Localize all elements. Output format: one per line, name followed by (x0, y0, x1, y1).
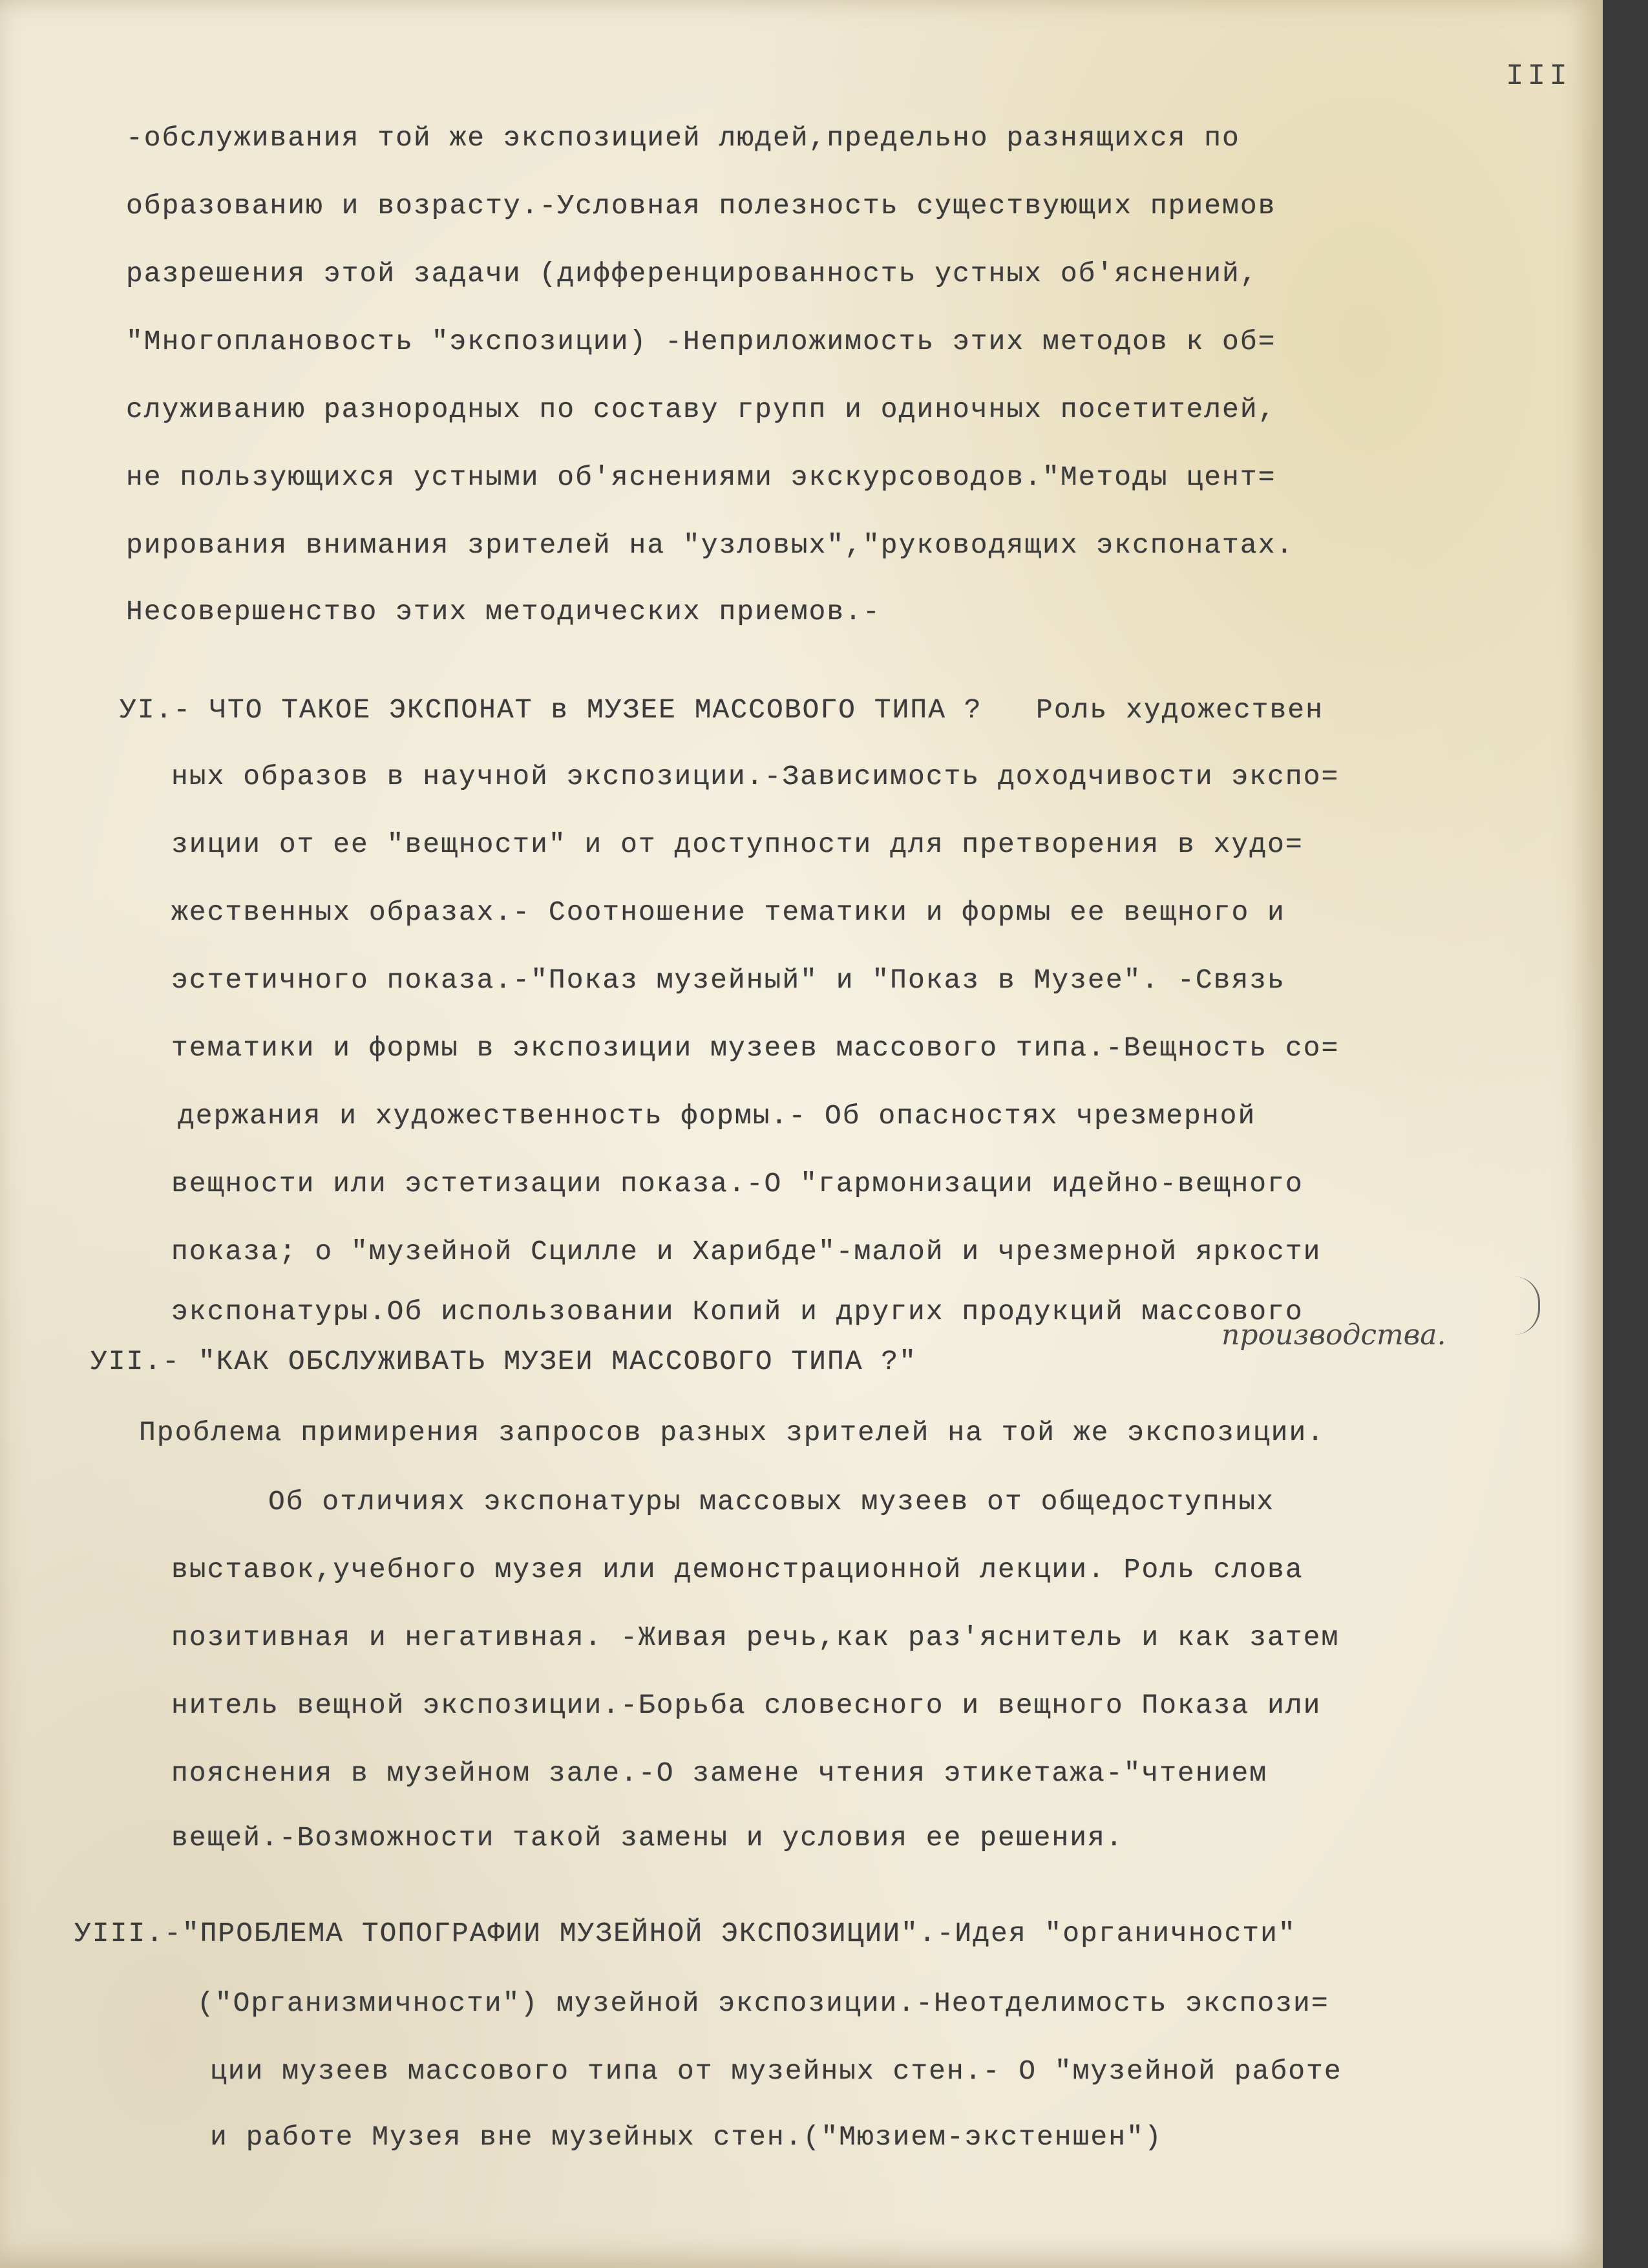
text-line: ных образов в научной экспозиции.-Зависимость доходчивости экспо= (171, 761, 1340, 792)
text-line: ("Организмичности") музейной экспозиции.-Неотделимость экспози= (197, 1987, 1329, 2019)
text-line: -обслуживания той же экспозицией людей,предельно разнящихся по (126, 122, 1240, 154)
section-heading-vii: УII.- "КАК ОБСЛУЖИВАТЬ МУЗЕИ МАССОВОГО ТИПА ?" (90, 1346, 917, 1377)
text-line: разрешения этой задачи (дифференцированность устных об'яснений, (126, 258, 1258, 290)
text-line: Несовершенство этих методических приемов.- (126, 596, 881, 628)
text-line: экспонатуры.Об использовании Копий и других продукций массового (171, 1296, 1304, 1328)
text-line: "Многоплановость "экспозиции) -Неприложимость этих методов к об= (126, 326, 1276, 357)
text-line: Проблема примирения запросов разных зрителей на той же экспозиции. (139, 1417, 1326, 1448)
section-heading-viii: УIII.-"ПРОБЛЕМА ТОПОГРАФИИ МУЗЕЙНОЙ ЭКСПОЗИЦИИ".-Идея "органичности" (74, 1918, 1296, 1949)
text-line: вещей.-Возможности такой замены и условия ее решения. (171, 1822, 1124, 1854)
text-line: рирования внимания зрителей на "узловых","руководящих экспонатах. (126, 529, 1294, 561)
text-line: показа; о "музейной Сцилле и Харибде"-малой и чрезмерной яркости (171, 1236, 1322, 1267)
text-line: тематики и формы в экспозиции музеев массового типа.-Вещность со= (171, 1032, 1340, 1064)
text-line: эстетичного показа.-"Показ музейный" и "Показ в Музее". -Связь (171, 964, 1285, 996)
text-line: нитель вещной экспозиции.-Борьба словесного и вещного Показа или (171, 1690, 1322, 1721)
text-line: ции музеев массового типа от музейных стен.- О "музейной работе (210, 2055, 1342, 2087)
text-line: пояснения в музейном зале.-О замене чтения этикетажа-"чтением (171, 1757, 1268, 1789)
text-line: жественных образах.- Соотношение тематики и формы ее вещного и (171, 896, 1285, 928)
text-line: Об отличиях экспонатуры массовых музеев от общедоступных (268, 1486, 1275, 1518)
margin-bracket (1512, 1277, 1540, 1335)
text-line: держания и художественность формы.- Об опасностях чрезмерной (178, 1100, 1256, 1132)
text-line: вещности или эстетизации показа.-О "гармонизации идейно-вещного (171, 1168, 1304, 1200)
section-heading-vi: УI.- ЧТО ТАКОЕ ЭКСПОНАТ в МУЗЕЕ МАССОВОГО ТИПА ? Роль художествен (120, 694, 1324, 726)
text-line: позитивная и негативная. -Живая речь,как раз'яснитель и как затем (171, 1622, 1340, 1653)
page-number: III (1506, 59, 1571, 93)
text-line: не пользующихся устными об'яснениями экскурсоводов."Методы цент= (126, 461, 1276, 493)
scan-background-edge (1603, 0, 1648, 2268)
text-line: служиванию разнородных по составу групп и одиночных посетителей, (126, 394, 1276, 425)
text-line: выставок,учебного музея или демонстрационной лекции. Роль слова (171, 1554, 1304, 1585)
margin-note: производства. (1221, 1319, 1446, 1351)
text-line: и работе Музея вне музейных стен.("Мюзием-экстеншен") (210, 2121, 1163, 2153)
text-line: зиции от ее "вещности" и от доступности для претворения в худо= (171, 829, 1304, 860)
text-line: образованию и возрасту.-Условная полезность существующих приемов (126, 190, 1276, 222)
